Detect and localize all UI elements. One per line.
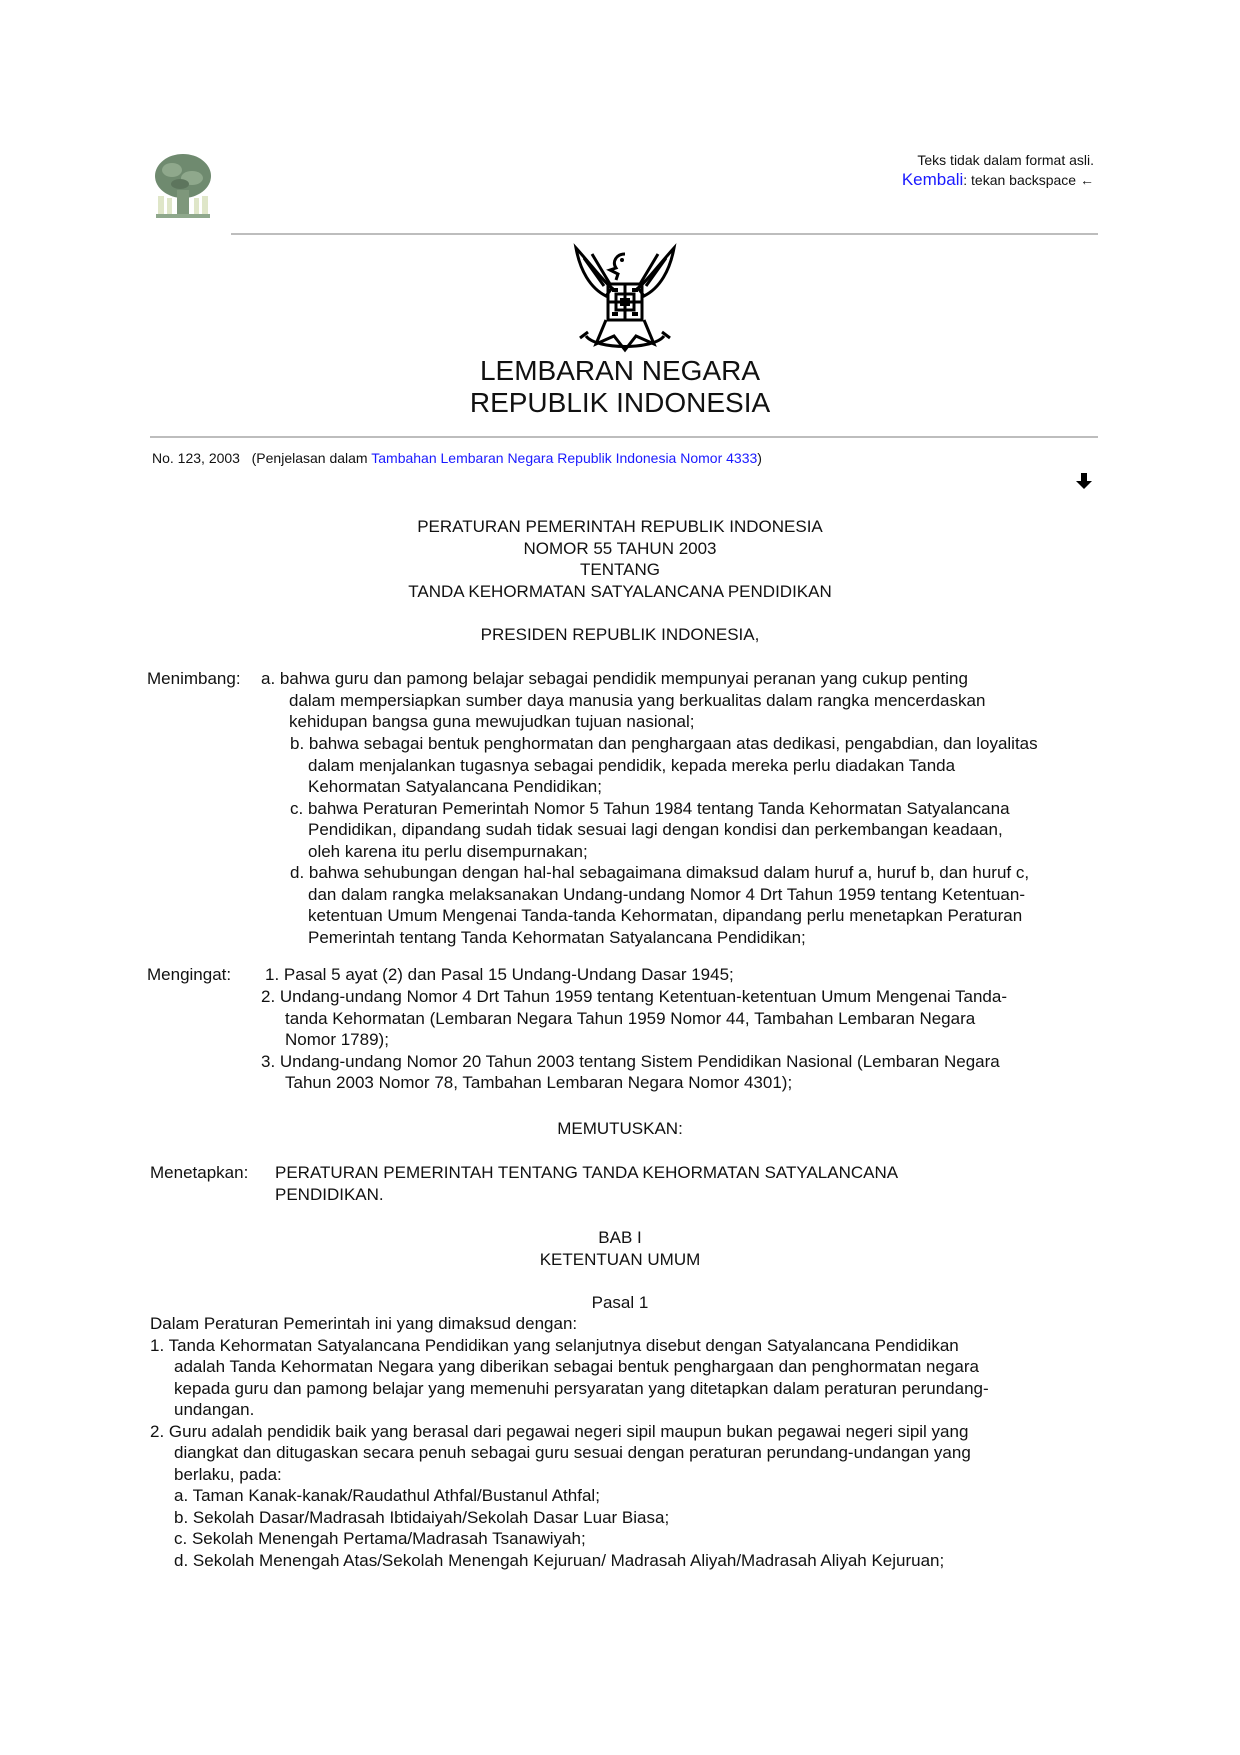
scroll-down-arrow-icon[interactable] — [1075, 472, 1093, 494]
pasal-1-subitems — [150, 1485, 1100, 1571]
president-heading: PRESIDEN REPUBLIK INDONESIA, — [480, 625, 760, 644]
item-cont: diangkat dan ditugaskan secara penuh sebagai guru sesuai dengan peraturan perundang-undangan yang — [174, 1443, 971, 1462]
item-lead: d. bahwa sehubungan dengan hal-hal sebagaimana dimaksud dalam huruf a, huruf b, dan huruf c, — [290, 863, 1030, 882]
bab-number: BAB I — [598, 1228, 642, 1247]
explanation-suffix: ) — [757, 450, 762, 466]
menetapkan-label: Menetapkan: — [150, 1163, 249, 1182]
explanation-link[interactable]: Tambahan Lembaran Negara Republik Indonesia Nomor 4333 — [371, 450, 758, 466]
item-lead: c. bahwa Peraturan Pemerintah Nomor 5 Tahun 1984 tentang Tanda Kehormatan Satyalancana — [290, 798, 1010, 818]
menetapkan-line2: PENDIDIKAN. — [275, 1184, 384, 1204]
item-lead: b. bahwa sebagai bentuk penghormatan dan penghargaan atas dedikasi, pengabdian, dan loyalitas — [290, 734, 1038, 753]
explanation-prefix: (Penjelasan dalam — [251, 450, 372, 466]
bab-title: KETENTUAN UMUM — [539, 1249, 701, 1269]
menimbang-label: Menimbang: — [147, 669, 241, 688]
title-line3: TENTANG — [580, 560, 660, 579]
masthead-line2: REPUBLIK INDONESIA — [469, 387, 771, 418]
item-cont: Pendidikan, dipandang sudah tidak sesuai lagi dengan kondisi dan perkembangan keadaan, — [308, 820, 1003, 839]
title-line4: TANDA KEHORMATAN SATYALANCANA PENDIDIKAN — [408, 581, 832, 601]
item-cont: kepada guru dan pamong belajar yang memenuhi persyaratan yang ditetapkan dalam peraturan perundang- — [174, 1378, 989, 1398]
item-lead: a. bahwa guru dan pamong belajar sebagai pendidik mempunyai peranan yang cukup penting — [261, 669, 968, 688]
menimbang-item-a — [261, 668, 1111, 733]
header-divider — [231, 233, 1098, 235]
registry-line — [152, 449, 762, 467]
item-lead: 3. Undang-undang Nomor 20 Tahun 2003 tentang Sistem Pendidikan Nasional (Lembaran Negara — [261, 1051, 1000, 1071]
back-link[interactable]: Kembali — [901, 170, 964, 189]
subitem-a: a. Taman Kanak-kanak/Raudathul Athfal/Bustanul Athfal; — [174, 1486, 600, 1505]
format-note-text: Teks tidak dalam format asli. — [917, 152, 1094, 168]
item-cont: tanda Kehormatan (Lembaran Negara Tahun 1959 Nomor 44, Tambahan Lembaran Negara — [285, 1008, 976, 1028]
item-cont: berlaku, pada: — [174, 1464, 282, 1484]
mengingat-item-1: 1. Pasal 5 ayat (2) dan Pasal 15 Undang-Undang Dasar 1945; — [265, 965, 734, 984]
menimbang-item-c — [290, 798, 1120, 863]
masthead — [0, 355, 1240, 419]
menimbang-item-b — [290, 733, 1120, 798]
item-cont: adalah Tanda Kehormatan Negara yang diberikan sebagai bentuk penghargaan dan penghormatan negara — [174, 1357, 979, 1376]
subitem-d: d. Sekolah Menengah Atas/Sekolah Menengah Kejuruan/ Madrasah Aliyah/Madrasah Aliyah Kejuruan; — [174, 1550, 945, 1570]
masthead-divider — [150, 436, 1098, 438]
regulation-title — [0, 516, 1240, 602]
pasal-1-item-2 — [150, 1421, 1100, 1486]
mengingat-item-2 — [261, 986, 1111, 1051]
item-cont: kehidupan bangsa guna mewujudkan tujuan nasional; — [289, 712, 695, 731]
pasal-1-intro: Dalam Peraturan Pemerintah ini yang dimaksud dengan: — [150, 1314, 578, 1333]
item-cont: Pemerintah tentang Tanda Kehormatan Satyalancana Pendidikan; — [308, 927, 806, 947]
menimbang-item-d — [290, 862, 1120, 948]
title-line2: NOMOR 55 TAHUN 2003 — [523, 538, 717, 558]
banyan-tree-logo-icon — [152, 152, 214, 218]
subitem-c: c. Sekolah Menengah Pertama/Madrasah Tsanawiyah; — [174, 1529, 586, 1548]
item-cont: dan dalam rangka melaksanakan Undang-undang Nomor 4 Drt Tahun 1959 tentang Ketentuan- — [308, 884, 1026, 904]
format-note — [902, 150, 1094, 190]
item-cont: undangan. — [174, 1400, 255, 1419]
item-cont: dalam mempersiapkan sumber daya manusia yang berkualitas dalam rangka mencerdaskan — [289, 690, 986, 710]
item-cont: oleh karena itu perlu disempurnakan; — [308, 841, 588, 861]
menimbang-items-bcd — [290, 733, 1120, 948]
item-lead: 2. Guru adalah pendidik baik yang berasal dari pegawai negeri sipil maupun bukan pegawai negeri sipil yang — [150, 1421, 969, 1441]
item-cont: Nomor 1789); — [285, 1030, 389, 1049]
memutuskan-heading: MEMUTUSKAN: — [557, 1119, 683, 1138]
pasal-1-body — [150, 1313, 1100, 1571]
item-lead: 1. Tanda Kehormatan Satyalancana Pendidikan yang selanjutnya disebut dengan Satyalancana Pendidikan — [150, 1335, 959, 1355]
item-lead: 2. Undang-undang Nomor 4 Drt Tahun 1959 tentang Ketentuan-ketentuan Umum Mengenai Tanda- — [261, 987, 1007, 1006]
menetapkan-line1: PERATURAN PEMERINTAH TENTANG TANDA KEHORMATAN SATYALANCANA — [275, 1163, 899, 1182]
mengingat-items-23 — [261, 986, 1111, 1094]
item-cont: ketentuan Umum Mengenai Tanda-tanda Kehormatan, dipandang perlu menetapkan Peraturan — [308, 906, 1023, 925]
masthead-line1: LEMBARAN NEGARA — [479, 355, 761, 386]
bab-heading — [0, 1227, 1240, 1270]
title-line1: PERATURAN PEMERINTAH REPUBLIK INDONESIA — [417, 517, 823, 536]
pasal-1-heading: Pasal 1 — [591, 1293, 649, 1312]
pasal-1-item-1 — [150, 1335, 1100, 1421]
menetapkan-text — [275, 1162, 1095, 1205]
mengingat-item-3 — [261, 1051, 1111, 1094]
garuda-pancasila-emblem-icon — [566, 240, 684, 360]
item-cont: dalam menjalankan tugasnya sebagai pendidik, kepada mereka perlu diadakan Tanda — [308, 755, 956, 775]
registry-number: No. 123, 2003 — [152, 450, 240, 466]
subitem-b: b. Sekolah Dasar/Madrasah Ibtidaiyah/Sekolah Dasar Luar Biasa; — [174, 1507, 670, 1527]
mengingat-label: Mengingat: — [147, 965, 232, 984]
item-cont: Tahun 2003 Nomor 78, Tambahan Lembaran Negara Nomor 4301); — [285, 1073, 793, 1092]
back-hint: : tekan backspace ← — [963, 172, 1094, 188]
menimbang-list — [261, 668, 1111, 733]
item-cont: Kehormatan Satyalancana Pendidikan; — [308, 777, 602, 796]
